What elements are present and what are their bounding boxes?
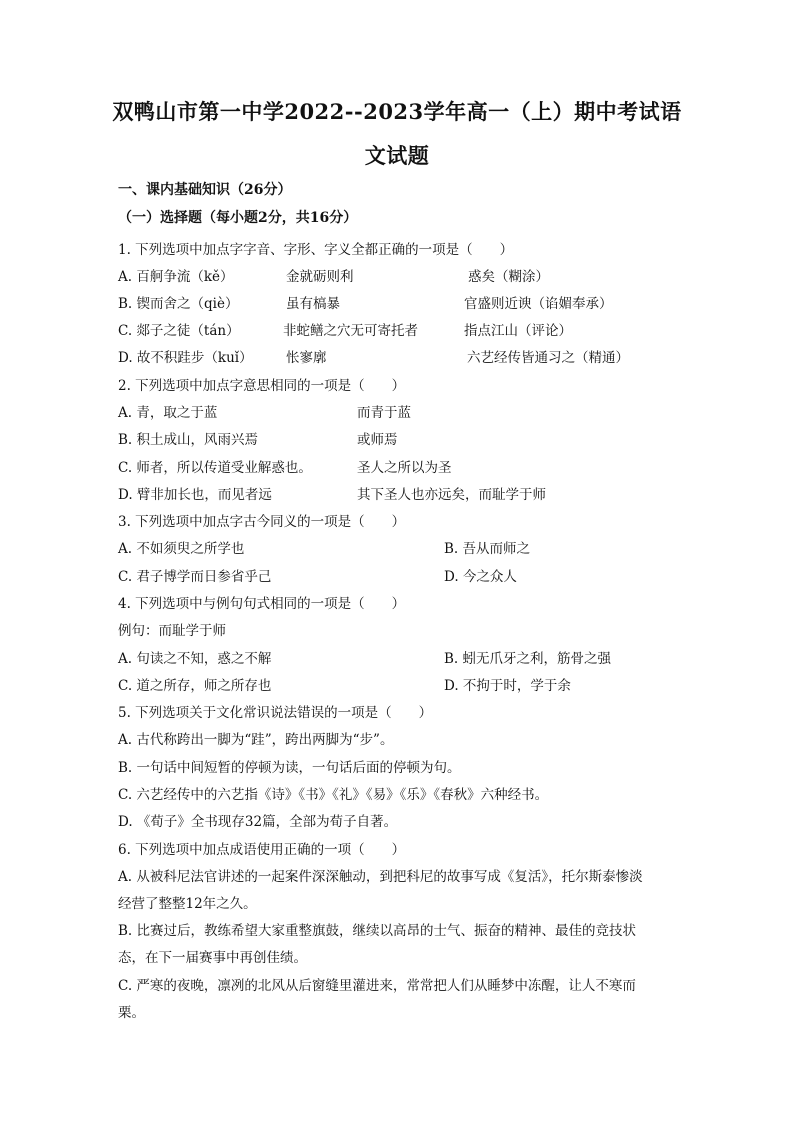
q1-option-d-item2: 怅寥廓	[286, 350, 327, 366]
q3-option-b: B. 吾从而师之	[444, 541, 531, 557]
exam-title-line2: 文试题	[364, 143, 430, 168]
q4-option-d: D. 不拘于时，学于余	[444, 678, 571, 694]
q5-option-c: C. 六艺经传中的六艺指《诗》《书》《礼》《易》《乐》《春秋》六种经书。	[118, 787, 549, 803]
q6-option-b-line2: 态，在下一届赛事中再创佳绩。	[118, 950, 307, 966]
q6-option-c-line1: C. 严寒的夜晚，凛冽的北风从后窗缝里灌进来，常常把人们从睡梦中冻醒，让人不寒而	[118, 978, 636, 994]
q3-option-a: A. 不如须臾之所学也	[118, 541, 245, 557]
q3-option-c: C. 君子博学而日参省乎己	[118, 569, 272, 585]
q4-option-b: B. 蚓无爪牙之利，筋骨之强	[444, 651, 612, 667]
q6-option-a-line1: A. 从被科尼法官讲述的一起案件深深触动，到把科尼的故事写成《复活》，托尔斯泰惨淡	[118, 869, 643, 885]
q1-option-c-item2: 非蛇鳝之穴无可寄托者	[283, 323, 418, 339]
q2-option-d: D. 臂非加长也，而见者远	[118, 487, 272, 503]
q4-option-a: A. 句读之不知，惑之不解	[118, 651, 272, 667]
q1-option-a-item2: 金就砺则利	[286, 269, 354, 285]
question-1-stem: 1. 下列选项中加点字字音、字形、字义全都正确的一项是（ ）	[118, 242, 514, 258]
q6-option-c-line2: 栗。	[118, 1005, 145, 1021]
q6-option-b-line1: B. 比赛过后，教练希望大家重整旗鼓，继续以高昂的士气、振奋的精神、最佳的竞技状	[118, 923, 637, 939]
question-5-stem: 5. 下列选项关于文化常识说法错误的一项是（ ）	[118, 705, 433, 721]
q3-option-d: D. 今之众人	[444, 569, 517, 585]
q2-option-c: C. 师者，所以传道受业解惑也。	[118, 460, 312, 476]
q2-option-c-item2: 圣人之所以为圣	[357, 460, 452, 476]
q1-option-d-item3: 六艺经传皆通习之（精通）	[467, 350, 629, 366]
q5-option-a: A. 古代称跨出一脚为“跬”，跨出两脚为“步”。	[118, 732, 394, 748]
q1-option-b: B. 锲而舍之（qiè）	[118, 296, 239, 312]
question-2-stem: 2. 下列选项中加点字意思相同的一项是（ ）	[118, 378, 406, 394]
exam-title-line1: 双鸭山市第一中学2022--2023学年高一（上）期中考试语	[112, 99, 682, 124]
q1-option-c-item3: 指点江山（评论）	[464, 323, 572, 339]
q1-option-a-item3: 惑矣（糊涂）	[468, 269, 549, 285]
q2-option-a-item2: 而青于蓝	[357, 405, 411, 421]
q2-option-d-item2: 其下圣人也亦远矣，而耻学于师	[357, 487, 546, 503]
q1-option-b-item2: 虽有槁暴	[286, 296, 340, 312]
question-3-stem: 3. 下列选项中加点字古今同义的一项是（ ）	[118, 514, 406, 530]
q1-option-b-item3: 官盛则近谀（谄媚奉承）	[464, 296, 613, 312]
q2-option-b-item2: 或师焉	[357, 432, 398, 448]
q2-option-b: B. 积土成山，风雨兴焉	[118, 432, 259, 448]
q4-option-c: C. 道之所存，师之所存也	[118, 678, 272, 694]
q5-option-b: B. 一句话中间短暂的停顿为读，一句话后面的停顿为句。	[118, 760, 461, 776]
q1-option-c: C. 郯子之徒（tán）	[118, 323, 240, 339]
q2-option-a: A. 青，取之于蓝	[118, 405, 218, 421]
question-6-stem: 6. 下列选项中加点成语使用正确的一项（ ）	[118, 842, 406, 858]
q1-option-d: D. 故不积跬步（kuǐ）	[118, 350, 253, 366]
q1-option-a: A. 百舸争流（kě）	[118, 269, 234, 285]
section-heading: 一、课内基础知识（26分）	[118, 182, 292, 198]
q5-option-d: D. 《荀子》全书现存32篇，全部为荀子自著。	[118, 814, 398, 830]
q6-option-a-line2: 经营了整整12年之久。	[118, 896, 257, 912]
subsection-heading: （一）选择题（每小题2分，共16分）	[118, 210, 358, 226]
question-4-stem: 4. 下列选项中与例句句式相同的一项是（ ）	[118, 596, 406, 612]
q4-example: 例句：而耻学于师	[118, 623, 226, 639]
